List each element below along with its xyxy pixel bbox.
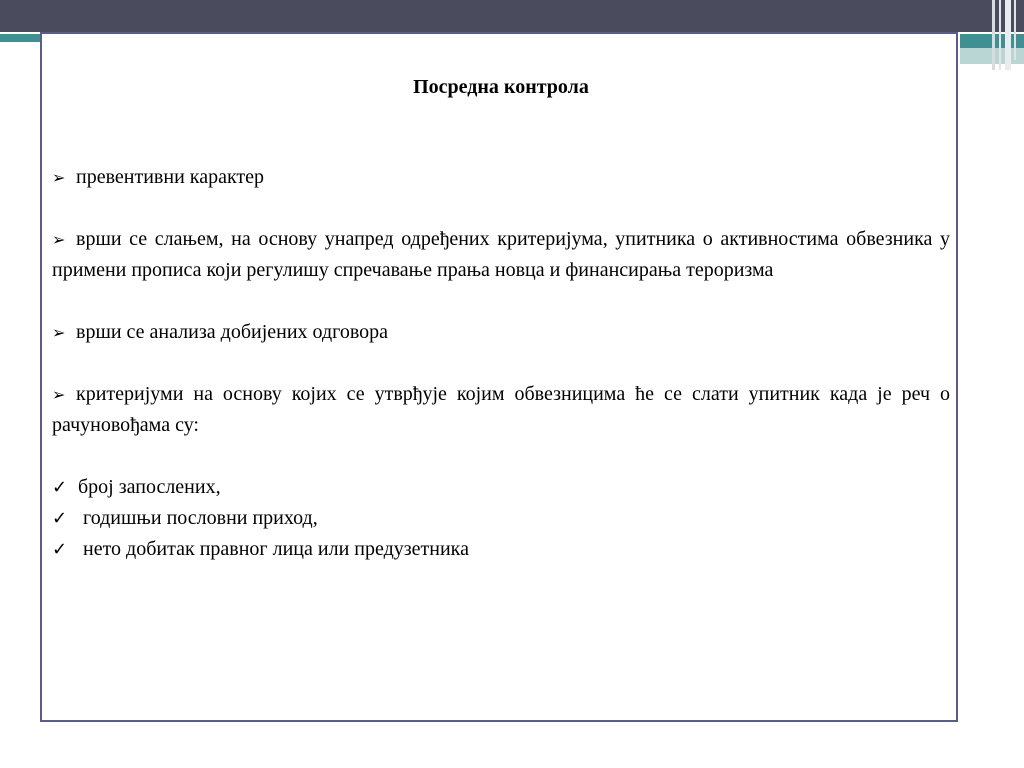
arrow-bullet-icon: ➢ [52, 385, 66, 404]
decorative-line [992, 0, 995, 70]
checkmark-icon: ✓ [52, 477, 68, 498]
check-text: нето добитак правног лица или предузетника [78, 538, 469, 560]
content-frame [40, 32, 958, 722]
slide-body [52, 162, 950, 565]
check-item [52, 503, 950, 534]
bullet-text: критеријуми на основу којих се утврђује којим обвезницима ће се слати упитник када је реч о рачуновођама су: [52, 383, 950, 436]
check-text: годишњи пословни приход, [78, 507, 318, 529]
decorative-line [999, 0, 1001, 70]
bullet-text: врши се анализа добијених одговора [76, 321, 389, 343]
bullet-item [52, 317, 950, 348]
teal-accent-left [0, 34, 40, 42]
arrow-bullet-icon: ➢ [52, 230, 66, 249]
top-band [0, 0, 1024, 32]
check-item [52, 534, 950, 565]
check-text: број запослених, [78, 476, 221, 498]
arrow-bullet-icon: ➢ [52, 168, 66, 187]
decorative-line [1005, 0, 1011, 70]
bullet-text: превентивни карактер [76, 166, 265, 188]
check-item [52, 472, 950, 503]
bullet-item [52, 379, 950, 441]
checkmark-icon: ✓ [52, 508, 68, 529]
bullet-text: врши се слањем, на основу унапред одређених критеријума, упитника о активностима обвезника у примени прописа који регулишу спречавање прања новца и финансирања тероризма [52, 228, 950, 281]
slide-title: Посредна контрола [413, 76, 589, 98]
arrow-bullet-icon: ➢ [52, 323, 66, 342]
checkmark-icon: ✓ [52, 539, 68, 560]
bullet-item [52, 162, 950, 193]
decorative-line [1014, 0, 1016, 60]
bullet-item [52, 224, 950, 286]
